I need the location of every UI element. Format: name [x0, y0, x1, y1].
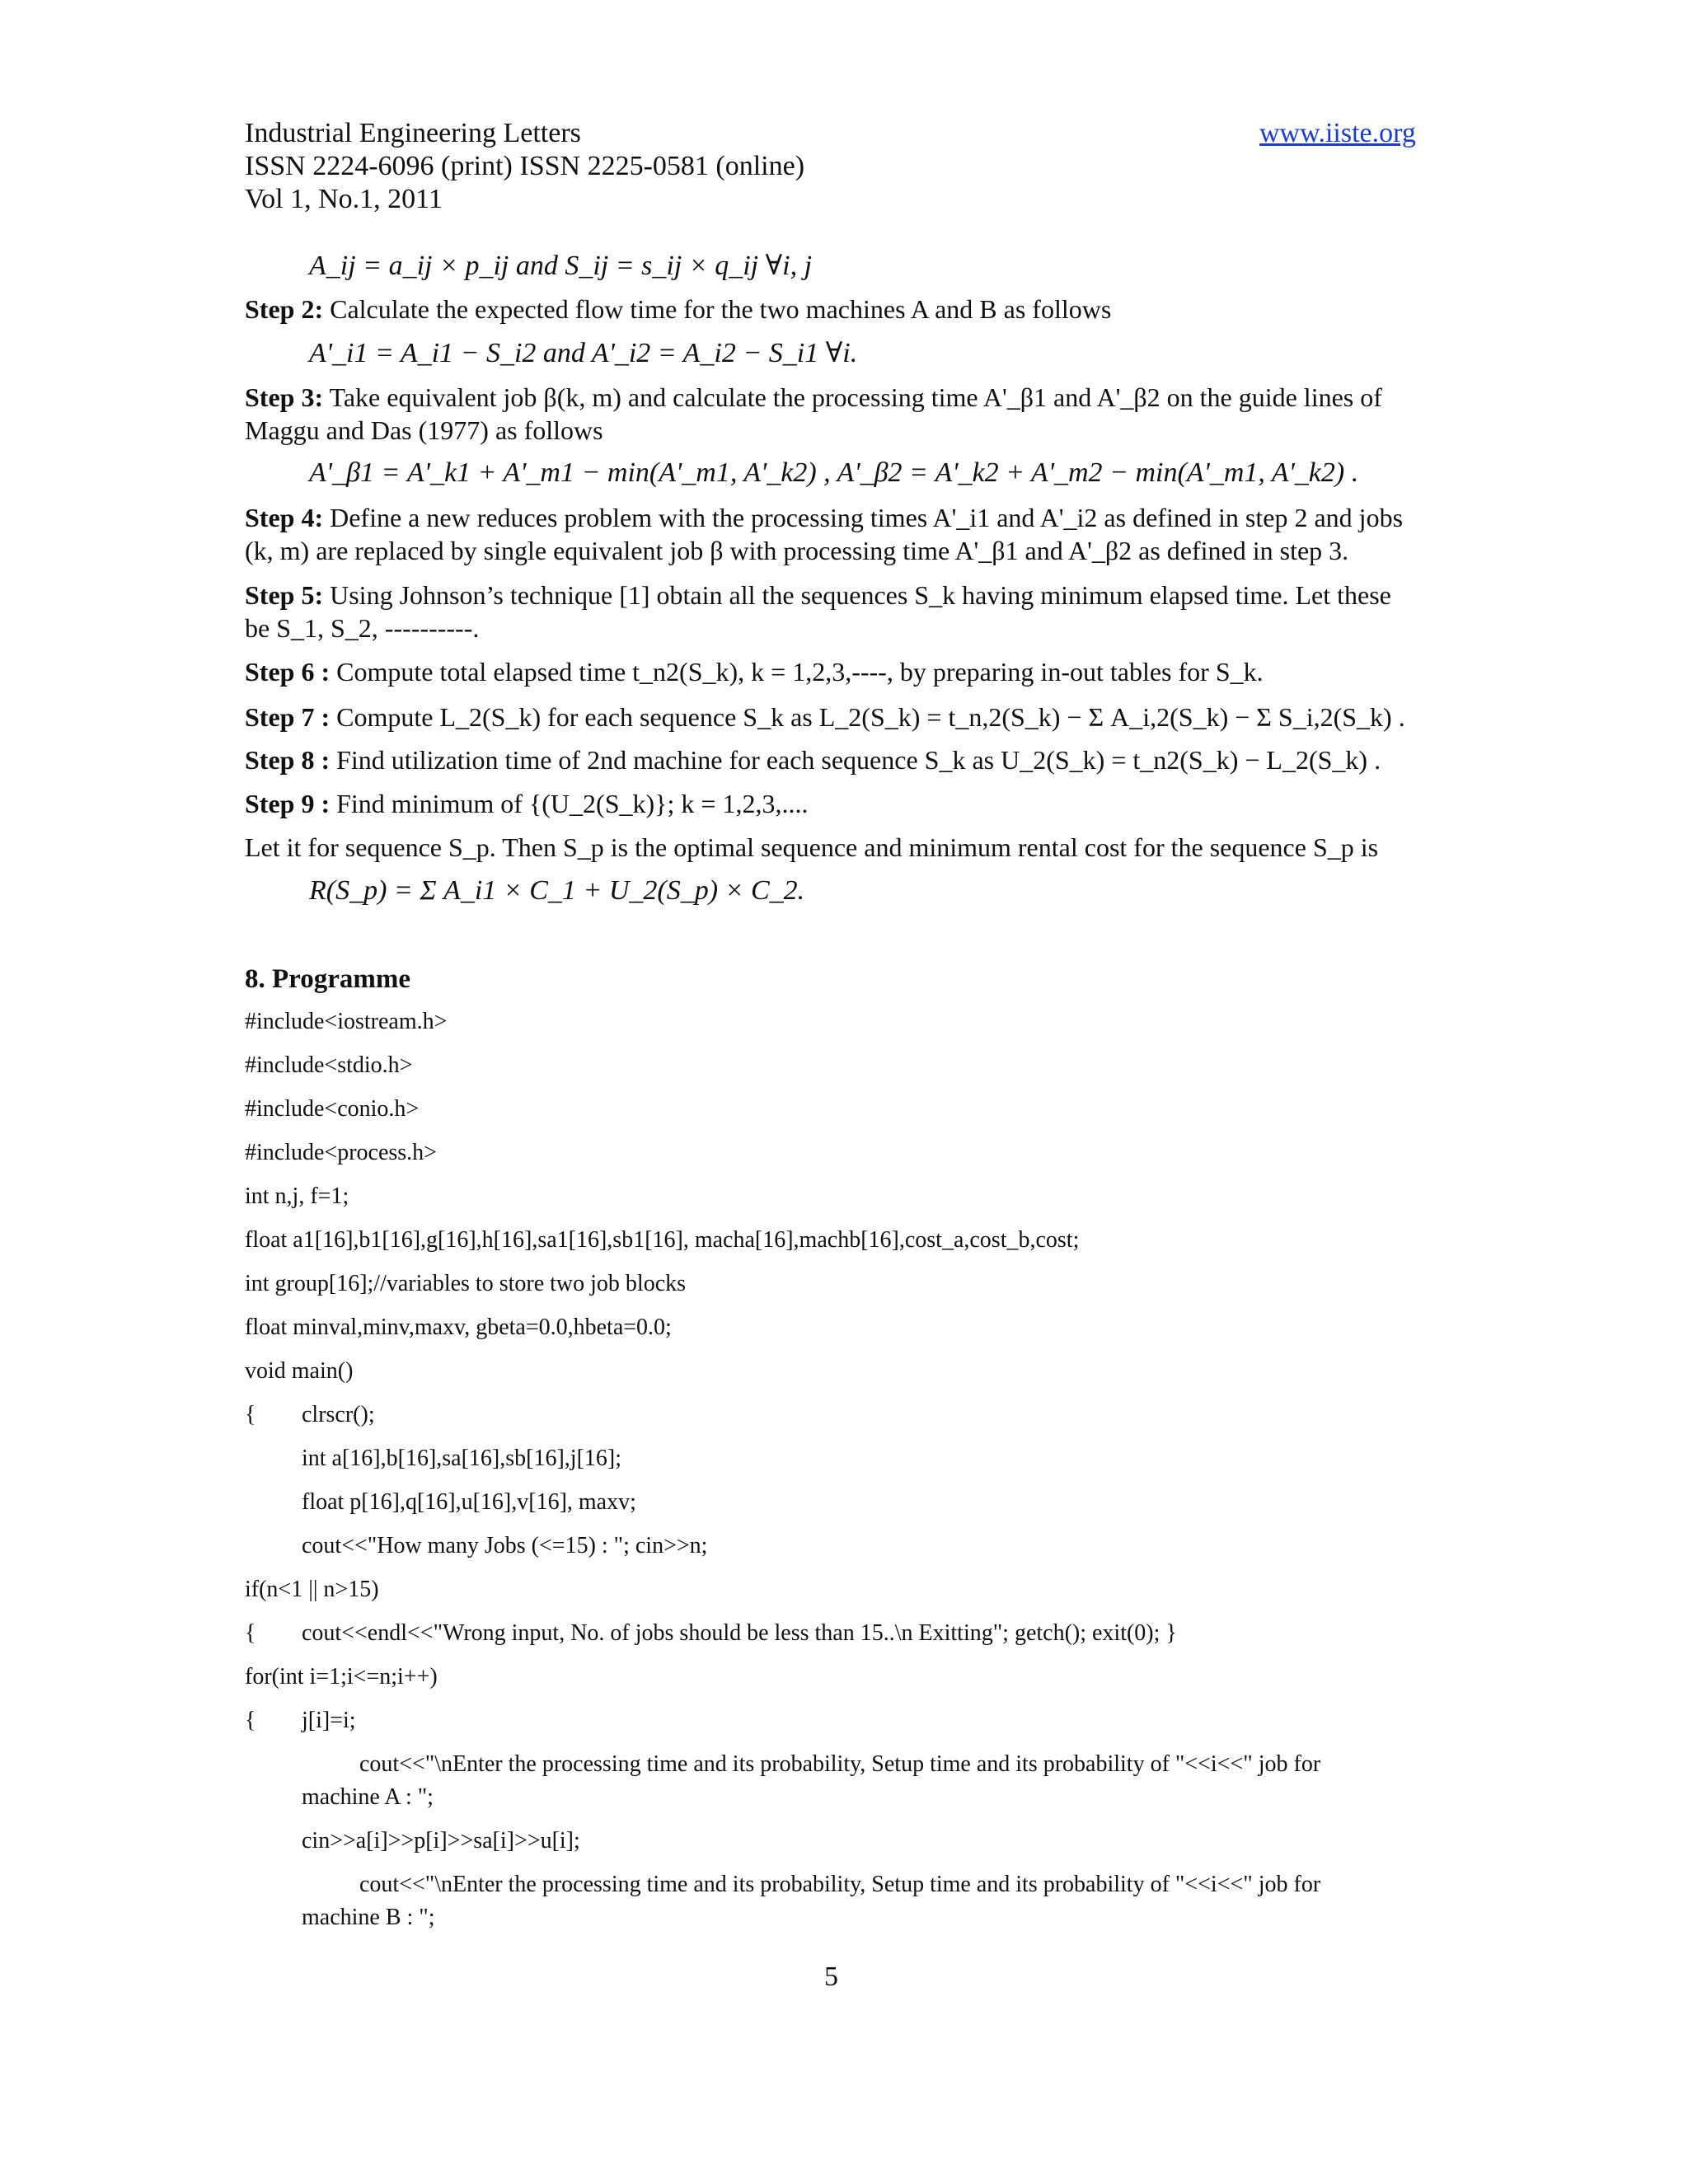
step-5-text-a: Using Johnson’s technique [1] obtain all the sequences S_k having minimum elapsed time. Let these [330, 580, 1391, 610]
step-8-label: Step 8 : [245, 745, 331, 775]
code-line: cout<<"\nEnter the processing time and its probability, Setup time and its probability of "<<i<<" job for [359, 1751, 1321, 1777]
code-line: if(n<1 || n>15) [245, 1577, 379, 1602]
step-3-text-a: Take equivalent job β(k, m) and calculate the processing time A'_β1 and A'_β2 on the guide lines of [329, 382, 1382, 412]
step-3 [245, 381, 1382, 414]
step-5-label: Step 5: [245, 580, 324, 610]
step-8 [245, 743, 1381, 776]
code-line: machine B : "; [302, 1905, 435, 1930]
code-line: float minval,minv,maxv, gbeta=0.0,hbeta=0.0; [245, 1315, 672, 1340]
step-4 [245, 501, 1403, 534]
code-line: #include<iostream.h> [245, 1009, 448, 1034]
section-heading: 8. Programme [245, 964, 410, 994]
equation-rental-cost: R(S_p) = Σ A_i1 × C_1 + U_2(S_p) × C_2. [309, 875, 805, 906]
step-6 [245, 655, 1264, 688]
code-line: { [245, 1708, 256, 1733]
volume-line: Vol 1, No.1, 2011 [245, 184, 443, 214]
step-7-text: Compute L_2(S_k) for each sequence S_k as L_2(S_k) = t_n,2(S_k) − Σ A_i,2(S_k) − Σ S_i,2(S_k) . [336, 702, 1405, 732]
code-line: int n,j, f=1; [245, 1183, 349, 1209]
code-line: machine A : "; [302, 1784, 434, 1810]
code-line: clrscr(); [302, 1402, 375, 1427]
code-line: void main() [245, 1358, 354, 1384]
code-line: cout<<endl<<"Wrong input, No. of jobs should be less than 15..\n Exitting"; getch(); exit(0); } [302, 1620, 1177, 1646]
step-7-label: Step 7 : [245, 702, 331, 732]
step-9-text: Find minimum of {(U_2(S_k)}; k = 1,2,3,.... [336, 789, 809, 818]
step-3-text-b: Maggu and Das (1977) as follows [245, 415, 603, 445]
code-line: { [245, 1620, 256, 1646]
code-line: cin>>a[i]>>p[i]>>sa[i]>>u[i]; [302, 1828, 580, 1854]
code-line: for(int i=1;i<=n;i++) [245, 1664, 438, 1690]
step-6-text: Compute total elapsed time t_n2(S_k), k = 1,2,3,----, by preparing in-out tables for S_k. [336, 657, 1264, 687]
code-line: { [245, 1402, 256, 1427]
equation-equivalent-job: A'_β1 = A'_k1 + A'_m1 − min(A'_m1, A'_k2) , A'_β2 = A'_k2 + A'_m2 − min(A'_m1, A'_k2) . [309, 457, 1359, 488]
code-line: cout<<"\nEnter the processing time and its probability, Setup time and its probability of "<<i<<" job for [359, 1872, 1321, 1897]
step-6-label: Step 6 : [245, 657, 331, 687]
code-line: int group[16];//variables to store two job blocks [245, 1271, 687, 1296]
step-2-text: Calculate the expected flow time for the two machines A and B as follows [330, 294, 1112, 324]
step-9-label: Step 9 : [245, 789, 331, 818]
journal-title: Industrial Engineering Letters [245, 118, 581, 148]
code-line: j[i]=i; [302, 1708, 356, 1733]
step-9 [245, 787, 808, 820]
code-line: #include<stdio.h> [245, 1052, 413, 1078]
step-5-text-b: be S_1, S_2, ----------. [245, 613, 480, 643]
step-2 [245, 293, 1111, 326]
journal-url-link[interactable]: www.iiste.org [1259, 118, 1416, 148]
code-line: int a[16],b[16],sa[16],sb[16],j[16]; [302, 1446, 622, 1471]
step-4-label: Step 4: [245, 503, 324, 532]
step-8-text: Find utilization time of 2nd machine for each sequence S_k as U_2(S_k) = t_n2(S_k) − L_2(S_k) . [336, 745, 1381, 775]
code-line: cout<<"How many Jobs (<=15) : "; cin>>n; [302, 1533, 708, 1558]
equation-expected-times: A_ij = a_ij × p_ij and S_ij = s_ij × q_ij ∀i, j [309, 251, 813, 281]
issn-line: ISSN 2224-6096 (print) ISSN 2225-0581 (online) [245, 151, 805, 181]
step-7 [245, 701, 1405, 733]
code-line: float p[16],q[16],u[16],v[16], maxv; [302, 1489, 636, 1515]
code-line: #include<process.h> [245, 1140, 437, 1165]
step-5 [245, 579, 1391, 612]
code-line: #include<conio.h> [245, 1096, 420, 1122]
equation-flow-time: A'_i1 = A_i1 − S_i2 and A'_i2 = A_i2 − S_i1 ∀i. [309, 338, 858, 368]
step-4-text-b: (k, m) are replaced by single equivalent job β with processing time A'_β1 and A'_β2 as defined in step 3. [245, 536, 1349, 565]
step-2-label: Step 2: [245, 294, 324, 324]
optimal-sequence-text: Let it for sequence S_p. Then S_p is the optimal sequence and minimum rental cost for the sequence S_p is [245, 832, 1379, 862]
step-3-label: Step 3: [245, 382, 324, 412]
step-4-text-a: Define a new reduces problem with the processing times A'_i1 and A'_i2 as defined in step 2 and jobs [330, 503, 1404, 532]
page-number: 5 [824, 1961, 838, 1992]
code-line: float a1[16],b1[16],g[16],h[16],sa1[16],sb1[16], macha[16],machb[16],cost_a,cost_b,cost; [245, 1227, 1080, 1253]
